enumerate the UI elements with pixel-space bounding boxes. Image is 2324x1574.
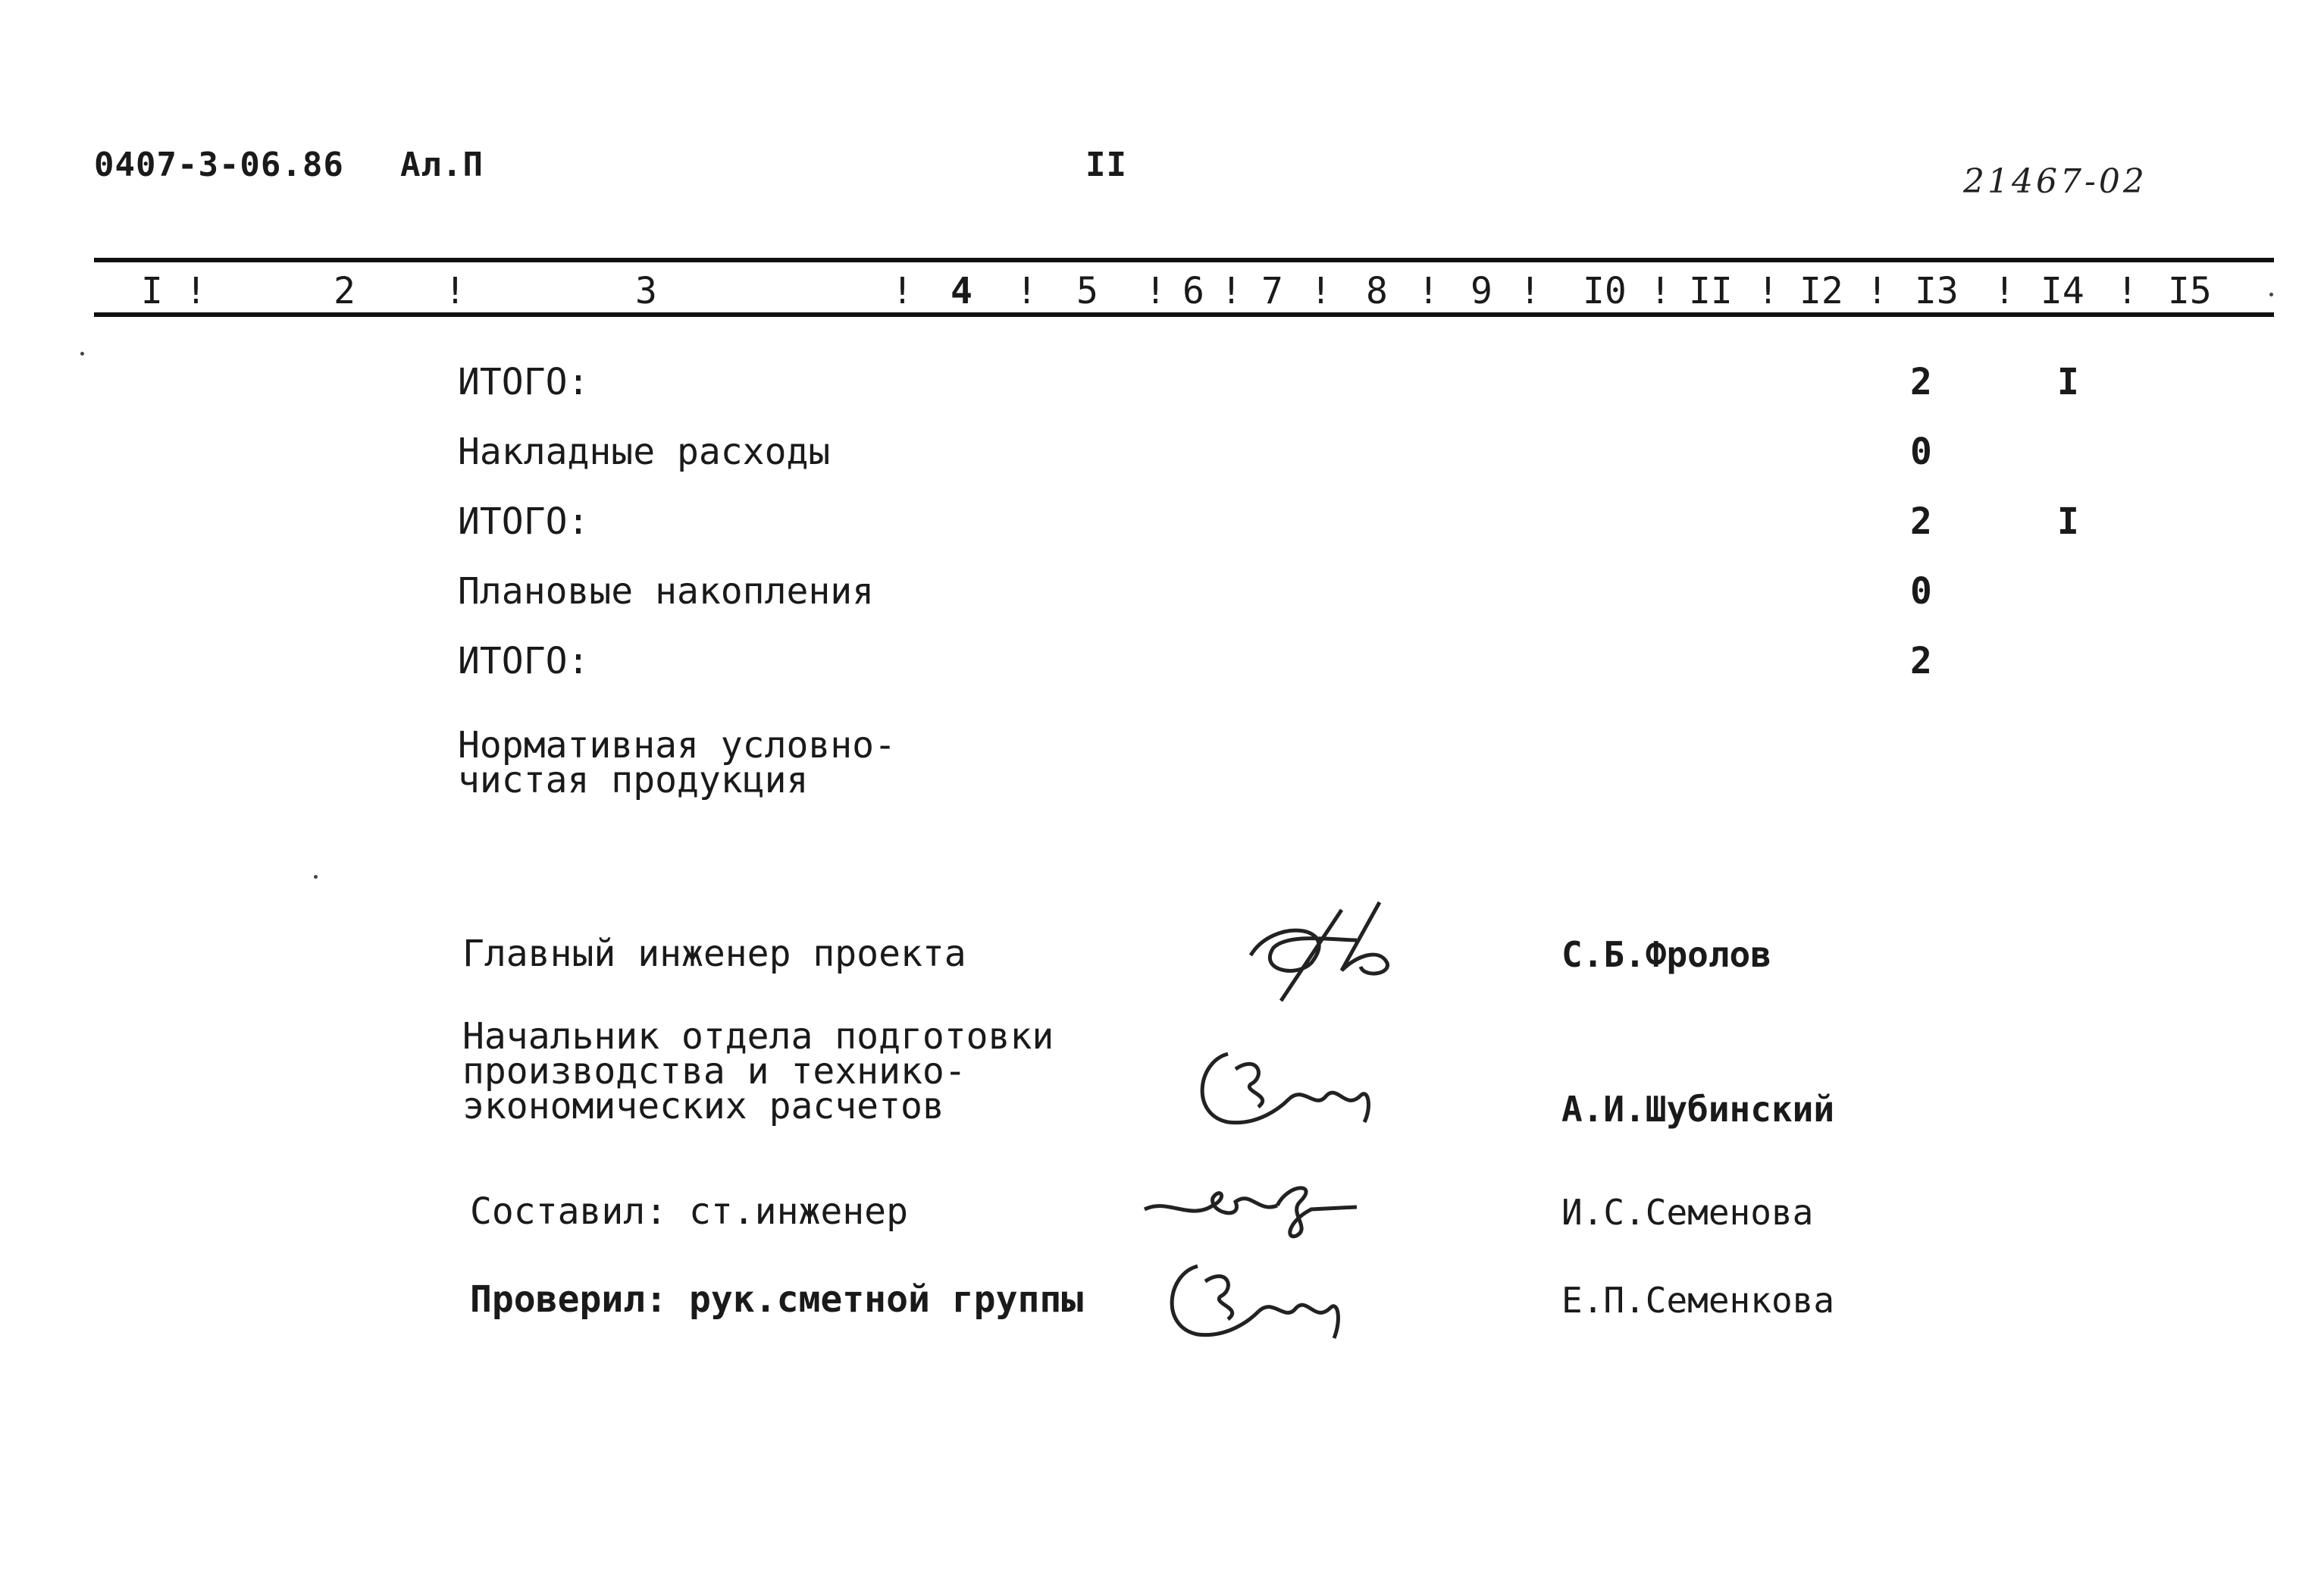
- role-line: производства и технико-: [462, 1050, 966, 1093]
- cell-col13: 2: [1910, 361, 1932, 403]
- cell-col13: 0: [1910, 570, 1932, 613]
- handwritten-signature-icon: [1137, 1168, 1364, 1243]
- column-number: 7: [1261, 270, 1283, 312]
- column-number: I5: [2168, 270, 2212, 312]
- column-number: I: [141, 270, 163, 312]
- signatory-name: И.С.Семенова: [1561, 1192, 1814, 1233]
- role-line: Начальник отдела подготовки: [462, 1015, 1054, 1058]
- table-bottom-rule: [94, 312, 2274, 317]
- signature-role: [462, 1015, 1054, 1127]
- sheet-label: Ал.П: [400, 146, 484, 184]
- column-number: I0: [1583, 270, 1627, 312]
- column-number: I2: [1799, 270, 1843, 312]
- column-number: I3: [1915, 270, 1959, 312]
- archive-number: 21467-02: [1963, 162, 2147, 201]
- normative-line: Нормативная условно-: [458, 724, 896, 767]
- signature-role: Составил: ст.инженер: [470, 1190, 908, 1233]
- column-separator: !: [1519, 270, 1541, 312]
- column-number: 6: [1182, 270, 1204, 312]
- column-separator: !: [1649, 270, 1671, 312]
- cell-col13: 0: [1910, 431, 1932, 473]
- column-separator: !: [1145, 270, 1167, 312]
- cell-col13: 2: [1910, 640, 1932, 682]
- column-separator: !: [1016, 270, 1038, 312]
- column-number: II: [1689, 270, 1733, 312]
- column-separator: !: [444, 270, 466, 312]
- table-top-rule: [94, 258, 2274, 262]
- column-separator: !: [891, 270, 913, 312]
- column-number: I4: [2041, 270, 2084, 312]
- row-label: Плановые накопления: [458, 570, 875, 613]
- row-label: ИТОГО:: [458, 361, 590, 403]
- column-separator: !: [1220, 270, 1242, 312]
- column-number: 4: [951, 270, 973, 312]
- row-label: ИТОГО:: [458, 500, 590, 543]
- column-number: 3: [635, 270, 657, 312]
- column-separator: !: [1310, 270, 1332, 312]
- row-label: Накладные расходы: [458, 431, 831, 473]
- normative-line: чистая продукция: [458, 759, 809, 801]
- signatory-name: С.Б.Фролов: [1561, 934, 1771, 975]
- signatory-name: А.И.Шубинский: [1561, 1089, 1835, 1130]
- column-separator: !: [1417, 270, 1439, 312]
- role-line: экономических расчетов: [462, 1085, 944, 1127]
- column-separator: !: [2116, 270, 2138, 312]
- page-number: II: [1085, 146, 1127, 184]
- column-separator: !: [1994, 270, 2015, 312]
- normative-label: [458, 724, 896, 801]
- column-separator: !: [1866, 270, 1888, 312]
- scan-speck: [2269, 293, 2273, 296]
- cell-col14: I: [2057, 361, 2079, 403]
- column-separator: !: [185, 270, 207, 312]
- scan-speck: [314, 875, 318, 879]
- column-separator: !: [1757, 270, 1779, 312]
- scan-speck: [80, 352, 84, 356]
- signatory-name: Е.П.Семенкова: [1561, 1280, 1835, 1321]
- signature-role: Проверил: рук.сметной группы: [470, 1278, 1084, 1321]
- column-number: 2: [334, 270, 355, 312]
- cell-col14: I: [2057, 500, 2079, 543]
- column-number: 5: [1076, 270, 1098, 312]
- column-number: 9: [1471, 270, 1492, 312]
- cell-col13: 2: [1910, 500, 1932, 543]
- column-number: 8: [1366, 270, 1388, 312]
- row-label: ИТОГО:: [458, 640, 590, 682]
- handwritten-signature-icon: [1228, 895, 1440, 1008]
- document-code: 0407-3-06.86: [94, 146, 344, 184]
- signature-role: Главный инженер проекта: [462, 933, 966, 975]
- handwritten-signature-icon: [1182, 1039, 1395, 1137]
- handwritten-signature-icon: [1152, 1251, 1364, 1350]
